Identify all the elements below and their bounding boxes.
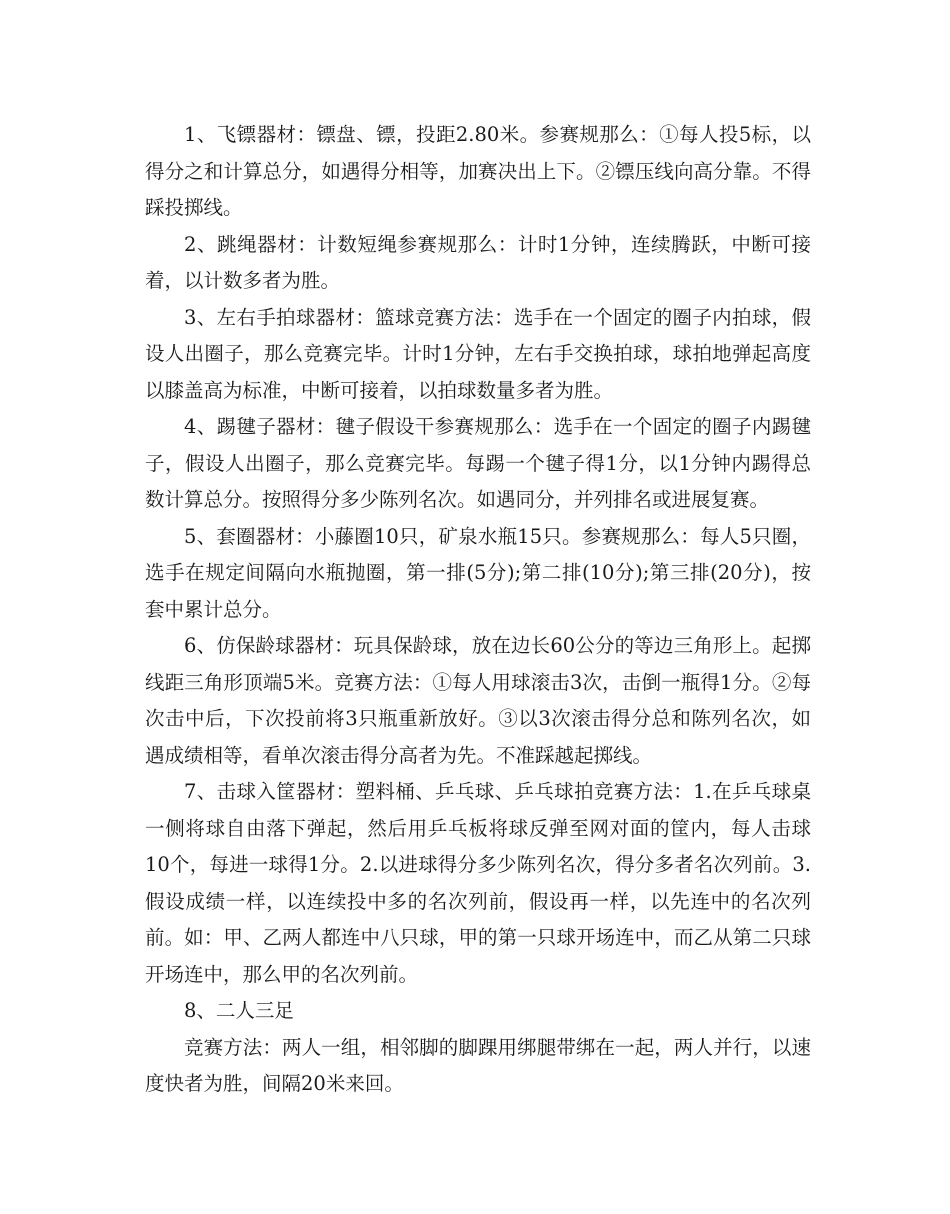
paragraph-three-legged-heading: 8、二人三足 [184, 999, 294, 1022]
paragraph-three-legged-rules: 竞赛方法：两人一组，相邻脚的脚踝用绑腿带绑在一起，两人并行，以速度快者为胜，间隔20米来回。 [145, 1035, 811, 1095]
paragraph-ring-toss: 5、套圈器材：小藤圈10只，矿泉水瓶15只。参赛规那么：每人5只圈，选手在规定间隔向水瓶抛圈，第一排(5分);第二排(10分);第三排(20分)，按套中累计总分。 [145, 524, 811, 621]
paragraph-ball-bouncing: 3、左右手拍球器材：篮球竞赛方法：选手在一个固定的圈子内拍球，假设人出圈子，那么竞赛完毕。计时1分钟，左右手交换拍球，球拍地弹起高度以膝盖高为标准，中断可接着，以拍球数量多者为胜。 [145, 305, 811, 402]
paragraph-jump-rope: 2、跳绳器材：计数短绳参赛规那么：计时1分钟，连续腾跃，中断可接着，以计数多者为胜。 [145, 232, 811, 292]
paragraph-shuttlecock: 4、踢毽子器材：毽子假设干参赛规那么：选手在一个固定的圈子内踢毽子，假设人出圈子，那么竞赛完毕。每踢一个毽子得1分，以1分钟内踢得总数计算总分。按照得分多少陈列名次。如遇同分，并列排名或进展复赛。 [145, 415, 811, 511]
paragraph-bowling: 6、仿保龄球器材：玩具保龄球，放在边长60公分的等边三角形上。起掷线距三角形顶端5米。竞赛方法：①每人用球滚击3次，击倒一瓶得1分。②每次击中后，下次投前将3只瓶重新放好。③以3次滚击得分总和陈列名次，如遇成绩相等，看单次滚击得分高者为先。不准踩越起掷线。 [145, 634, 811, 767]
paragraph-ball-into-basket: 7、击球入筐器材：塑料桶、乒乓球、乒乓球拍竞赛方法：1.在乒乓球桌一侧将球自由落下弹起，然后用乒乓板将球反弹至网对面的筐内，每人击球10个，每进一球得1分。2.以进球得分多少陈列名次，得分多者名次列前。3.假设成绩一样，以连续投中多的名次列前，假设再一样，以先连中的名次列前。如：甲、乙两人都连中八只球，甲的第一只球开场连中，而乙从第二只球开场连中，那么甲的名次列前。 [145, 780, 811, 986]
paragraph-darts: 1、飞镖器材：镖盘、镖，投距2.80米。参赛规那么：①每人投5标，以得分之和计算总分，如遇得分相等，加赛决出上下。②镖压线向高分靠。不得踩投掷线。 [145, 123, 811, 219]
document-body [145, 117, 811, 1103]
